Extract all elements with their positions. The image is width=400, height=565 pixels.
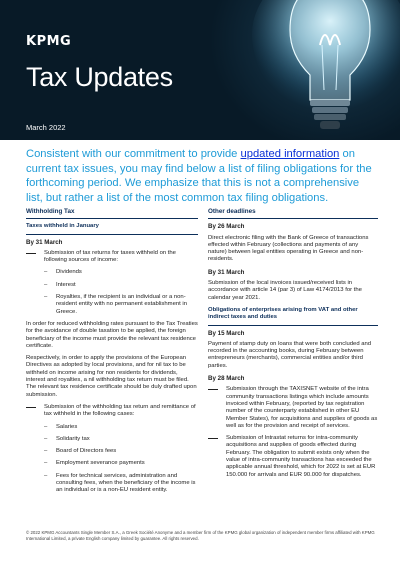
light-bulb-image — [250, 0, 400, 140]
right-column — [208, 208, 378, 484]
deadline-date: By 26 March — [208, 223, 245, 231]
deadline-date: By 15 March — [208, 329, 245, 337]
paragraph: Direct electronic filing with the Bank of Greece of transactions effected within February (collections and payments of any nature) between legal entities operating in Greece and non-residents. — [208, 234, 369, 263]
paragraph: Respectively, in order to apply the provisions of the European Directives as adopted by local provisions, and for nil tax to be withheld on income arising for non residents for dividends, interest and royalties, a nil withholding tax return must be filed. The relevant tax residence certificate should be duly drafted upon submission. — [26, 355, 197, 398]
sub-list-item: – Royalties, if the recipient is an individual or a non-resident entity with no permanent establishment in Greece. — [26, 294, 198, 316]
section-heading-withholding-tax: Withholding Tax — [26, 208, 198, 219]
header-banner — [0, 0, 400, 140]
list-item: Submission of tax returns for taxes withheld on the following sources of income: — [26, 250, 198, 265]
copyright-footer: © 2022 KPMG Accountants Single Member S.A., a Greek Société Anonyme and a member firm of the KPMG global organization of independent member firms affiliated with KPMG International Limited, a private English company limited by guarantee. All rights reserved. — [26, 530, 375, 541]
intro-text-end: on current tax issues, you may find below a list of filing obligations for the forthcoming period. We emphasize that this is not a comprehensive list, but rather a list of the most common tax filing obligations. — [26, 148, 372, 204]
page-title: Tax Updates — [26, 62, 173, 92]
subsection-heading: Obligations of enterprises arising from VAT and other indirect taxes and duties — [208, 307, 378, 326]
deadline-date: By 31 March — [26, 238, 63, 246]
issue-date: March 2022 — [26, 123, 66, 132]
subsection-heading: Taxes withheld in January — [26, 223, 198, 234]
list-item: Submission of Intrastat returns for intra-community acquisitions and supplies of goods effected during February. The obligation to submit exists only when the value of intra-community transactions has exceeded the applicable annual threshold, which for 2022 is set at EUR 150.000 for arrivals and EUR 90.000 for dispatches. — [208, 435, 378, 479]
intro-paragraph — [26, 147, 376, 205]
list-item: Submission of the withholding tax return and remittance of tax withheld in the following cases: — [26, 404, 198, 419]
sub-list-item: – Fees for technical services, administration and consulting fees, when the beneficiary of the income is an individual or is a non-EU resident entity. — [26, 473, 198, 495]
section-heading-other-deadlines: Other deadlines — [208, 208, 378, 219]
kpmg-logo: KPMG — [26, 34, 72, 49]
deadline-date: By 28 March — [208, 375, 245, 383]
intro-text-start: Consistent with our commitment to provide — [26, 148, 241, 160]
sub-list-item: – Solidarity tax — [26, 436, 198, 443]
sub-list-item: – Board of Directors fees — [26, 448, 198, 455]
left-column — [26, 208, 198, 500]
updated-information-link[interactable]: updated information — [240, 148, 340, 160]
sub-list-item: – Interest — [26, 282, 198, 289]
sub-list-item: – Dividends — [26, 269, 198, 276]
paragraph: In order for reduced withholding rates pursuant to the Tax Treaties for the avoidance of double taxation to be applied, the foreign beneficiary of the income must provide the relevant tax residence certificate. — [26, 320, 198, 349]
sub-list-item: – Salaries — [26, 424, 198, 431]
list-item: Submission through the TAXISNET website of the intra community transactions listings which include amounts invoiced within February, (reported by tax registration number of the counterparty established in other EU Member States), for acquisitions and supplies of goods as well as for the provision and receipt of services. — [208, 386, 378, 430]
paragraph: Payment of stamp duty on loans that were both concluded and recorded in the accounting books, during February between entrepreneurs (merchants), commercial entities and/or third parties. — [208, 340, 372, 369]
deadline-date: By 31 March — [208, 268, 245, 276]
sub-list-item: – Employment severance payments — [26, 460, 198, 467]
paragraph: Submission of the local invoices issued/received lists in accordance with article 14 (par 3) of Law 4174/2013 for the calendar year 2021. — [208, 280, 362, 301]
